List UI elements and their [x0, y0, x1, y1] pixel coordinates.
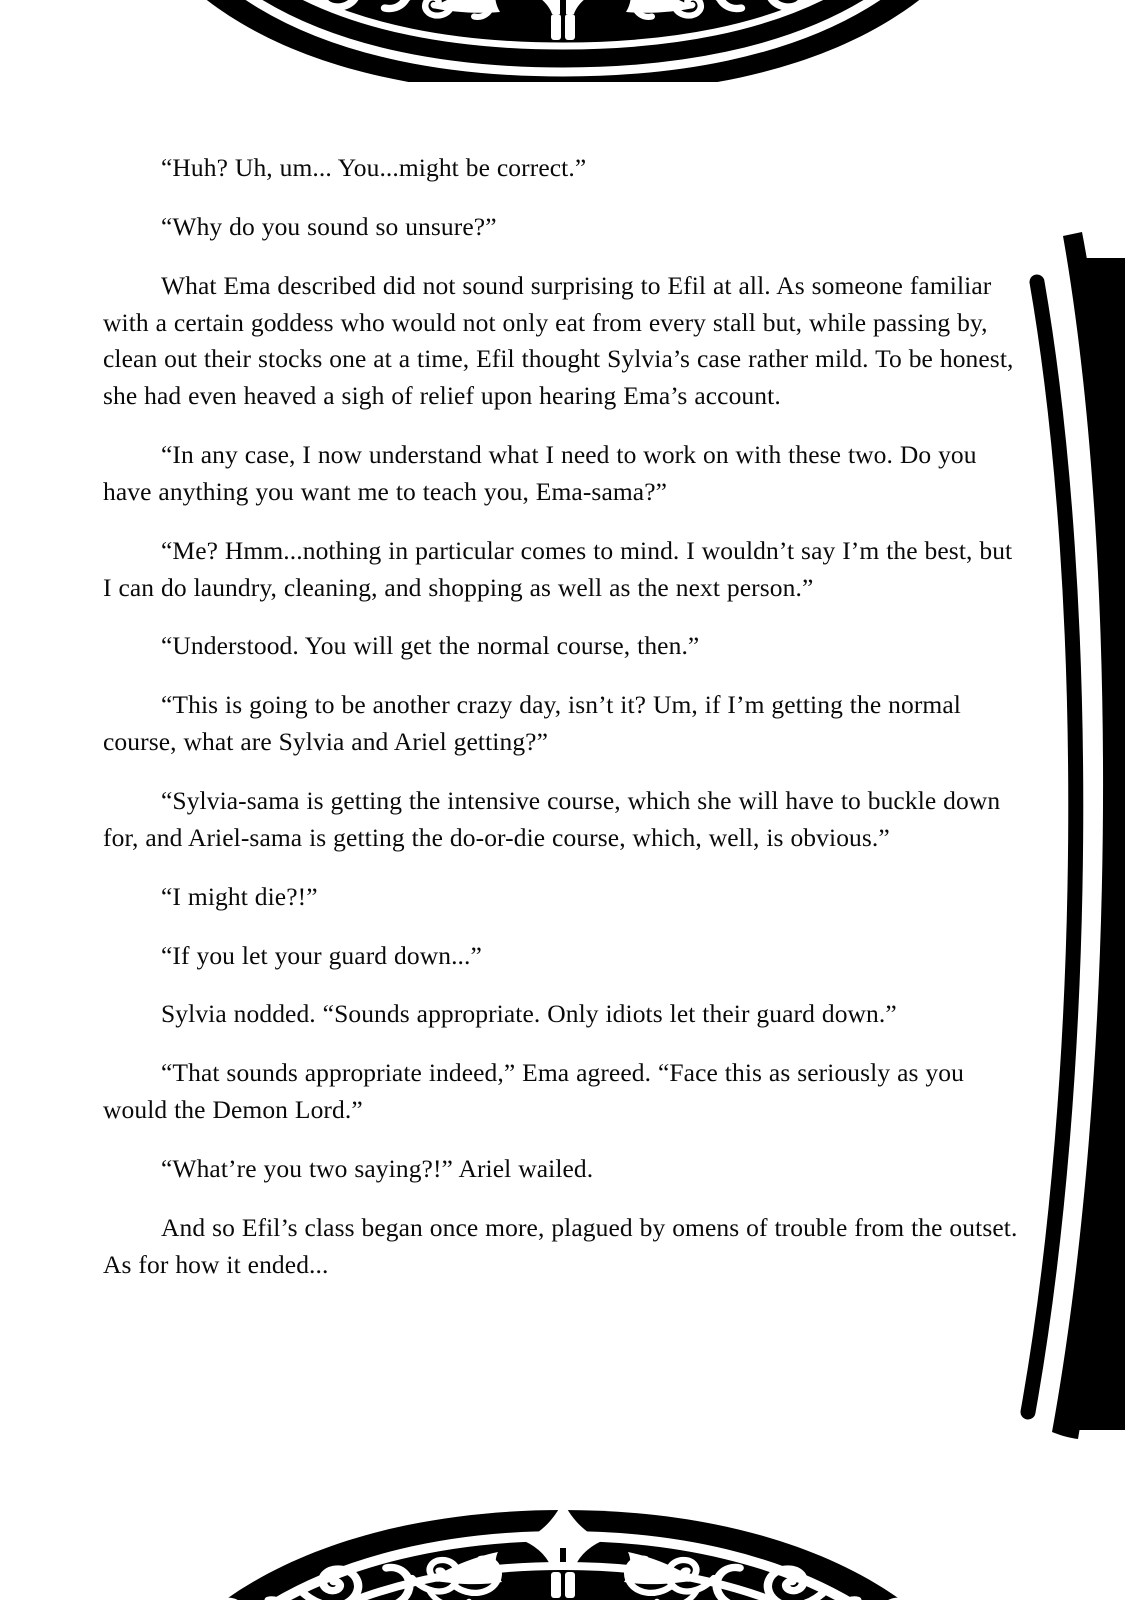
paragraph: “If you let your guard down...”: [161, 940, 482, 970]
paragraph: “That sounds appropriate indeed,” Ema agreed. “Face this as seriously as you would the Demon Lord.”: [103, 1058, 964, 1125]
paragraph: “Sylvia-sama is getting the intensive course, which she will have to buckle down for, and Ariel-sama is getting the do-or-die course, which, well, is obvious.”: [103, 785, 1001, 852]
paragraph: “This is going to be another crazy day, isn’t it? Um, if I’m getting the normal course, what are Sylvia and Ariel getting?”: [103, 690, 961, 757]
paragraph: And so Efil’s class began once more, plagued by omens of trouble from the outset. As for how it ended...: [103, 1212, 1018, 1279]
top-ornamental-band: [95, 0, 1031, 95]
paragraph: “Understood. You will get the normal course, then.”: [161, 631, 700, 661]
paragraph: “Why do you sound so unsure?”: [161, 211, 497, 241]
bottom-ornamental-band: [95, 1502, 1031, 1600]
paragraph: “I might die?!”: [161, 881, 318, 911]
paragraph: Sylvia nodded. “Sounds appropriate. Only idiots let their guard down.”: [161, 999, 897, 1029]
paragraph: “In any case, I now understand what I need to work on with these two. Do you have anything you want me to teach you, Ema-sama?”: [103, 440, 977, 506]
right-oval-border: [1028, 232, 1125, 1439]
body-text-column: [103, 150, 1020, 1283]
paragraph: “What’re you two saying?!” Ariel wailed.: [161, 1153, 594, 1183]
paragraph: What Ema described did not sound surprising to Efil at all. As someone familiar with a certain goddess who would not only eat from every stall but, while passing by, clean out their stocks one at a time, Efil thought Sylvia’s case rather mild. To be honest, she had even heaved a sigh of relief upon hearing Ema’s account.: [103, 270, 1014, 411]
paragraph: “Me? Hmm...nothing in particular comes to mind. I wouldn’t say I’m the best, but I can do laundry, cleaning, and shopping as well as the next person.”: [103, 535, 1013, 602]
paragraph: “Huh? Uh, um... You...might be correct.”: [161, 153, 587, 182]
